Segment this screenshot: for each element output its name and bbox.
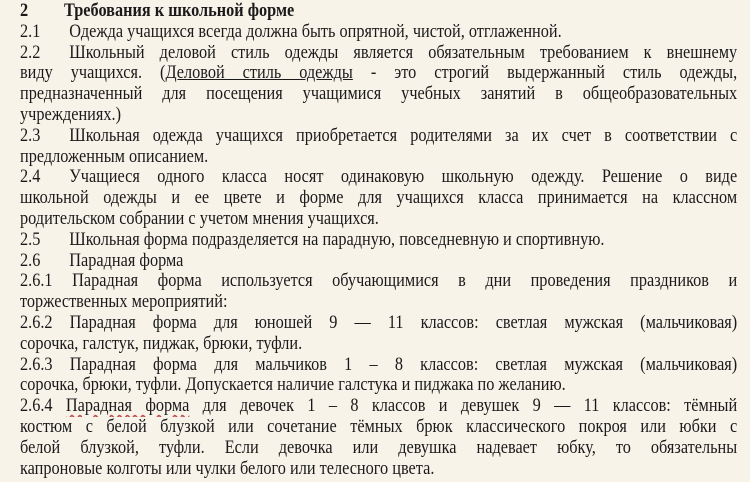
item-number: 2.6 bbox=[20, 250, 41, 271]
item-number: 2.2 bbox=[20, 42, 41, 63]
section-heading bbox=[20, 1, 737, 22]
underlined-term: Деловой стиль одежды bbox=[165, 63, 353, 84]
line-text: для девочек 1 – 8 классов и девушек 9 — 11 классов: тёмный bbox=[202, 396, 738, 417]
text-line bbox=[20, 188, 737, 209]
item-number: 2.6.2 bbox=[20, 312, 53, 333]
line-text: Парадная форма bbox=[69, 250, 184, 271]
text-line bbox=[20, 84, 737, 105]
item-number: 2.5 bbox=[20, 229, 41, 250]
text-line bbox=[20, 63, 737, 84]
line-text: учреждениях.) bbox=[20, 104, 122, 125]
paragraph-2-6-3 bbox=[20, 355, 737, 376]
spellcheck-marked-text: Парадная форма bbox=[65, 396, 190, 417]
paragraph-2-3 bbox=[20, 126, 737, 147]
line-text: сорочка, брюки, туфли. Допускается наличие галстука и пиджака по желанию. bbox=[20, 375, 566, 396]
line-text: предназначенный для посещения учащимися учебных занятий в общеобразовательных bbox=[20, 84, 738, 105]
line-text: костюм с белой блузкой или сочетание тёмных брюк классического покроя или юбки с bbox=[20, 416, 738, 437]
paragraph-2-1 bbox=[20, 22, 737, 43]
line-text: - это строгий выдержанный стиль одежды, bbox=[352, 63, 738, 84]
paragraph-2-6 bbox=[20, 251, 737, 272]
text-line bbox=[20, 334, 737, 355]
line-text: Парадная форма используется обучающимися в дни проведения праздников и bbox=[72, 271, 738, 292]
line-text: Одежда учащихся всегда должна быть опрятной, чистой, отглаженной. bbox=[69, 21, 562, 42]
line-text: виду учащихся. ( bbox=[20, 63, 166, 84]
paragraph-2-6-2 bbox=[20, 313, 737, 334]
text-line bbox=[20, 375, 737, 396]
item-number: 2.6.4 bbox=[20, 396, 53, 417]
line-text: торжественных мероприятий: bbox=[20, 292, 228, 313]
item-number: 2.6.1 bbox=[20, 271, 53, 292]
line-text: Школьный деловой стиль одежды является обязательным требованием к внешнему bbox=[69, 42, 738, 63]
document-page bbox=[20, 1, 737, 479]
text-line bbox=[20, 209, 737, 230]
item-number: 2.4 bbox=[20, 167, 41, 188]
line-text: школьной одежды и ее цвете и форме для учащихся класса принимается на классном bbox=[20, 188, 738, 209]
paragraph-2-4 bbox=[20, 167, 737, 188]
line-text: Школьная форма подразделяется на парадную, повседневную и спортивную. bbox=[69, 229, 605, 250]
item-number: 2.6.3 bbox=[20, 354, 53, 375]
paragraph-2-6-1 bbox=[20, 271, 737, 292]
paragraph-2-5 bbox=[20, 230, 737, 251]
line-text: предложенным описанием. bbox=[20, 146, 209, 167]
text-line bbox=[20, 105, 737, 126]
line-text: Учащиеся одного класса носят одинаковую школьную одежду. Решение о виде bbox=[69, 167, 738, 188]
text-line bbox=[20, 459, 737, 480]
text-line bbox=[20, 147, 737, 168]
line-text: белой блузкой, туфли. Если девочка или девушка надевает юбку, то обязательны bbox=[20, 437, 738, 458]
text-line bbox=[20, 438, 737, 459]
heading-title: Требования к школьной форме bbox=[64, 1, 295, 21]
line-text: Парадная форма для мальчиков 1 – 8 классов: светлая мужская (мальчиковая) bbox=[69, 354, 738, 375]
line-text: капроновые колготы или чулки белого или телесного цвета. bbox=[20, 458, 435, 479]
text-line bbox=[20, 417, 737, 438]
line-text: Парадная форма для юношей 9 — 11 классов: светлая мужская (мальчиковая) bbox=[69, 312, 738, 333]
line-text: сорочка, галстук, пиджак, брюки, туфли. bbox=[20, 333, 303, 354]
text-line bbox=[20, 292, 737, 313]
line-text: родительском собрании с учетом мнения учащихся. bbox=[20, 208, 379, 229]
line-text: Школьная одежда учащихся приобретается родителями за их счет в соответствии с bbox=[69, 125, 738, 146]
paragraph-2-6-4 bbox=[20, 396, 737, 417]
item-number: 2.3 bbox=[20, 125, 41, 146]
item-number: 2.1 bbox=[20, 21, 41, 42]
heading-number: 2 bbox=[20, 1, 29, 21]
paragraph-2-2 bbox=[20, 43, 737, 64]
